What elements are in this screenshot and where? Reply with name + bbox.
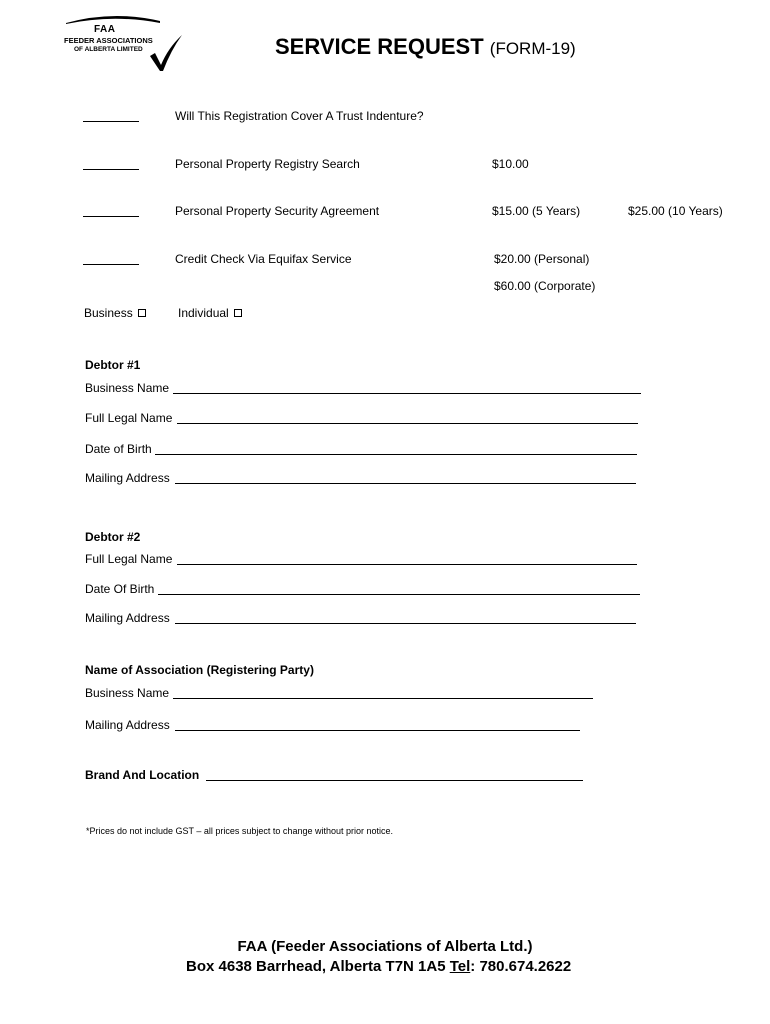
- option-individual[interactable]: [178, 306, 242, 320]
- service-blank-registry[interactable]: [83, 169, 139, 170]
- debtor1-dob-field[interactable]: [155, 454, 637, 455]
- debtor2-dob-label: Date Of Birth: [85, 582, 155, 596]
- price-credit-corporate: $60.00 (Corporate): [494, 279, 596, 293]
- footer-tel-number: : 780.674.2622: [470, 958, 572, 975]
- title-sub: (FORM-19): [489, 39, 576, 58]
- debtor1-business-name-field[interactable]: [173, 393, 641, 394]
- debtor1-mailing-address-label: Mailing Address: [85, 471, 170, 485]
- logo-line1: FEEDER ASSOCIATIONS: [64, 36, 153, 45]
- association-mailing-address-field[interactable]: [175, 730, 580, 731]
- debtor1-mailing-address-field[interactable]: [175, 483, 636, 484]
- option-individual-label: Individual: [178, 306, 229, 320]
- service-label-registry: Personal Property Registry Search: [175, 157, 360, 171]
- footer-tel-label: Tel: [449, 958, 471, 975]
- debtor2-full-legal-name-field[interactable]: [177, 564, 637, 565]
- title-main: SERVICE REQUEST: [275, 34, 484, 59]
- service-label-trust: Will This Registration Cover A Trust Indenture?: [175, 109, 424, 123]
- individual-checkbox[interactable]: [234, 309, 242, 317]
- debtor2-heading: Debtor #2: [85, 530, 141, 544]
- service-label-credit: Credit Check Via Equifax Service: [175, 252, 352, 266]
- option-business-label: Business: [84, 306, 133, 320]
- debtor1-dob-label: Date of Birth: [85, 442, 152, 456]
- debtor2-mailing-address-field[interactable]: [175, 623, 636, 624]
- checkmark-icon: [144, 32, 184, 72]
- association-mailing-address-label: Mailing Address: [85, 718, 170, 732]
- debtor2-mailing-address-label: Mailing Address: [85, 611, 170, 625]
- brand-location-label: Brand And Location: [85, 768, 200, 782]
- service-blank-trust[interactable]: [83, 121, 139, 122]
- debtor1-heading: Debtor #1: [85, 358, 141, 372]
- debtor2-full-legal-name-label: Full Legal Name: [85, 552, 173, 566]
- logo-line2: OF ALBERTA LIMITED: [74, 46, 143, 53]
- association-business-name-field[interactable]: [173, 698, 593, 699]
- footer-company: FAA (Feeder Associations of Alberta Ltd.): [237, 938, 533, 955]
- debtor1-business-name-label: Business Name: [85, 381, 170, 395]
- logo-arc-icon: [64, 14, 162, 24]
- association-heading: Name of Association (Registering Party): [85, 663, 314, 677]
- debtor1-full-legal-name-label: Full Legal Name: [85, 411, 173, 425]
- footer-address: Box 4638 Barrhead, Alberta T7N 1A5: [186, 958, 450, 975]
- faa-logo: [62, 14, 187, 74]
- page-title: [275, 34, 576, 60]
- service-blank-security[interactable]: [83, 216, 139, 217]
- debtor2-dob-field[interactable]: [158, 594, 640, 595]
- footer-contact: [186, 958, 571, 975]
- price-credit-personal: $20.00 (Personal): [494, 252, 590, 266]
- association-business-name-label: Business Name: [85, 686, 170, 700]
- service-blank-credit[interactable]: [83, 264, 139, 265]
- business-checkbox[interactable]: [138, 309, 146, 317]
- price-security-5yr: $15.00 (5 Years): [492, 204, 581, 218]
- price-note: *Prices do not include GST – all prices subject to change without prior notice.: [86, 826, 393, 836]
- option-business[interactable]: [84, 306, 146, 320]
- service-label-security: Personal Property Security Agreement: [175, 204, 380, 218]
- price-security-10yr: $25.00 (10 Years): [628, 204, 723, 218]
- brand-location-field[interactable]: [206, 780, 583, 781]
- logo-abbr: FAA: [94, 24, 116, 35]
- price-registry: $10.00: [492, 157, 529, 171]
- debtor1-full-legal-name-field[interactable]: [177, 423, 638, 424]
